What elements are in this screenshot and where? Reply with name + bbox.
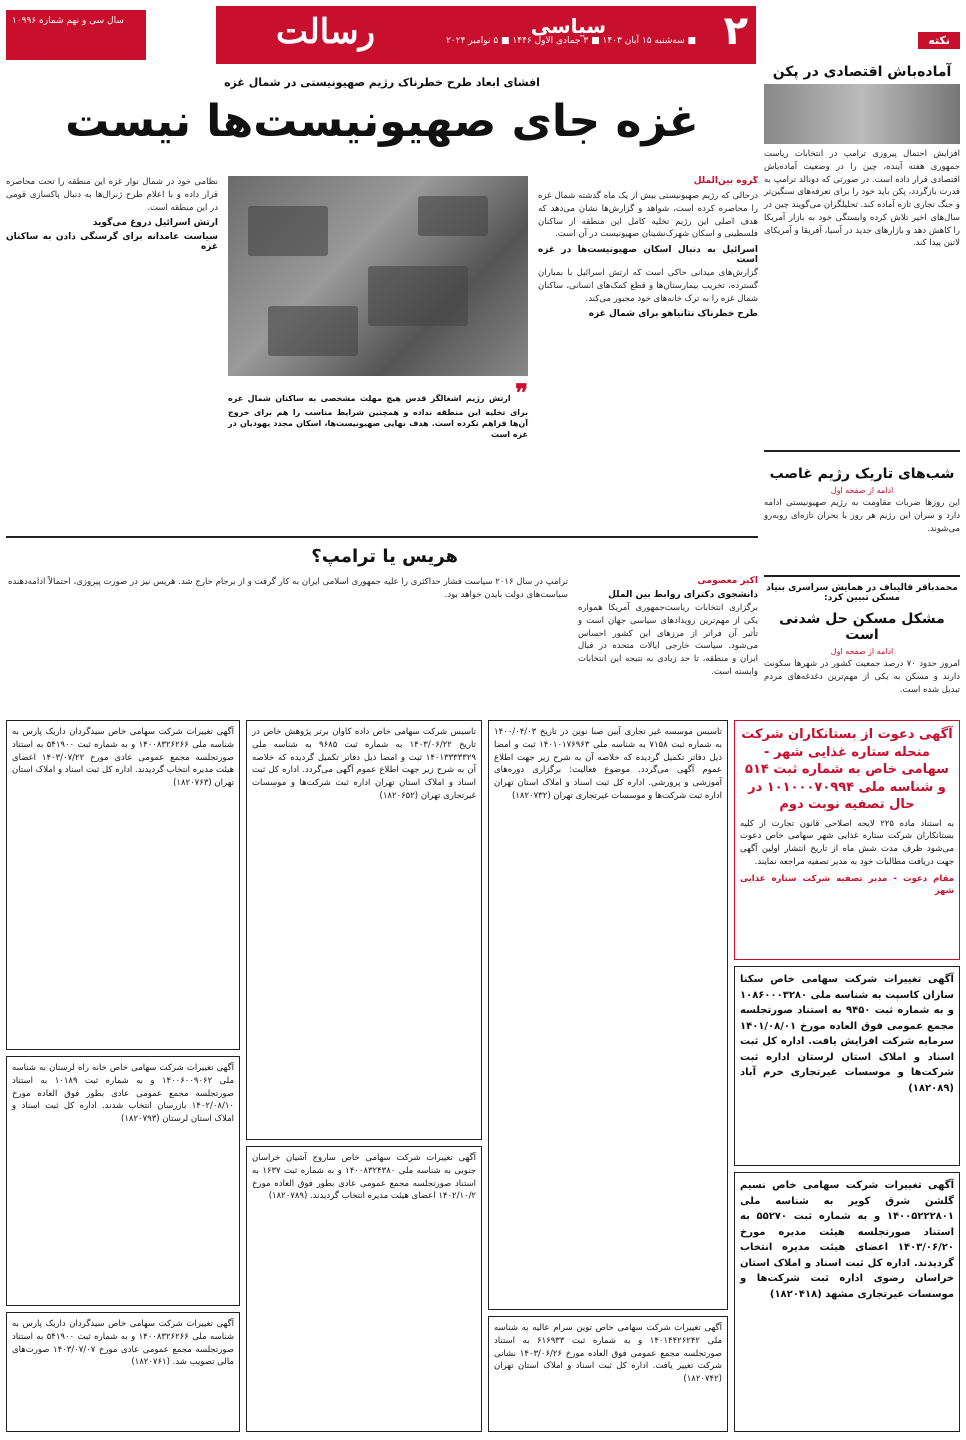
sidebar-photo <box>764 84 960 144</box>
ad-1 <box>734 720 960 960</box>
sidebar-title-2: شب‌های تاریک رژیم غاصب <box>769 466 955 482</box>
ads-section <box>6 720 960 1434</box>
ad-5 <box>488 1316 728 1432</box>
ad-3 <box>734 1172 960 1432</box>
sidebar-text-1: افزایش احتمال پیروزی ترامپ در انتخابات ریاست جمهوری هفته آینده، چین را در وضعیت آماده‌باش اقتصادی قرار داده است. در صورتی که دونالد ترامپ به قدرت بازگردد، پکن باید خود را برای تعرفه‌های سنگین‌تر و جنگ تجاری تازه آماده کند. تحلیلگران می‌گویند چین در سال‌های اخیر تلاش کرده وابستگی خود به بازار آمریکا را کاهش دهد و بازارهای جدید در آسیا، آفریقا و آمریکای لاتین پیدا کند. <box>764 149 960 249</box>
lead-byline: گروه بین‌الملل <box>693 176 758 186</box>
brand-logo: رسالت <box>276 12 376 52</box>
ad-8-text: آگهی تغییرات شرکت سهامی خاص سیدگردان داریک پارس به شناسه ملی ۱۴۰۰۸۳۲۶۲۶۶ و به شماره ثبت ۵۴۱۹۰۰ به استناد صورتجلسه مجمع عمومی عادی مورخ ۱۴۰۳/۰۷/۲۲ اعضای هیئت مدیره انتخاب گردیدند. اداره کل ثبت اسناد و املاک استان تهران (۱۸۲۰۷۶۳) <box>12 727 234 788</box>
date-line: ■ سه‌شنبه ۱۵ آبان ۱۴۰۳ ■ ۳ جمادی الاول ۱۴۴۶ ■ ۵ نوامبر ۲۰۲۴ <box>446 36 696 46</box>
second-byline: اکبر معصومی <box>697 576 758 586</box>
sidebar-text-2: این روزها ضربات مقاومت به رژیم صهیونیستی ادامه دارد و سران این رژیم هر روز با بحران تازه‌ای روبه‌رو می‌شوند. <box>764 498 960 534</box>
lead-kicker: افشای ابعاد طرح خطرناک رژیم صهیونیستی در شمال غزه <box>224 76 540 89</box>
sidebar-title-1: آماده‌باش اقتصادی در پکن <box>772 64 952 80</box>
masthead-bar <box>216 6 756 64</box>
ad-1-text: به استناد ماده ۲۲۵ لایحه اصلاحی قانون تجارت از کلیه بستانکاران شرکت ستاره غذایی شهر سهامی خاص دعوت می‌شود ظرف مدت شش ماه از تاریخ انتشار اولین آگهی جهت دریافت مطالبات خود به مدیر تصفیه مراجعه نمایند. <box>740 818 954 867</box>
page-number: ۲ <box>723 8 748 54</box>
lead-subhead-2: طرح خطرناک نتانیاهو برای شمال غزه <box>588 309 758 320</box>
ad-10-text: آگهی تغییرات شرکت سهامی خاص سیدگردان داریک پارس به شناسه ملی ۱۴۰۰۸۳۲۶۲۶۶ و به شماره ثبت ۵۴۱۹۰۰ به استناد صورتجلسه مجمع عمومی عادی مورخ ۱۴۰۳/۰۷/۰۷ صورت‌های مالی تصویب شد. (۱۸۲۰۷۶۱) <box>12 1319 234 1368</box>
ad-9 <box>6 1056 240 1306</box>
ad-7-text: آگهی تغییرات شرکت سهامی خاص ساروج آشیان خراسان جنوبی به شناسه ملی ۱۴۰۰۸۳۲۴۳۸۰ و به شماره ثبت ۱۶۳۷ به استناد صورتجلسه مجمع عمومی عادی بطور فوق العاده مورخ ۱۴۰۲/۱۰/۲ اعضای هیئت مدیره انتخاب گردیدند. (۱۸۲۰۷۸۹) <box>252 1153 476 1202</box>
sidebar-box-3 <box>764 575 960 696</box>
lead-col-1 <box>538 176 758 526</box>
sidebar-title-3: مشکل مسکن حل شدنی است <box>779 611 945 644</box>
lead-body-2: گزارش‌های میدانی حاکی است که ارتش اسرائیل با بمباران گسترده، تخریب بیمارستان‌ها و قطع کمک‌های انسانی، ساکنان شمال غزه را به ترک خانه‌های خود مجبور می‌کند. <box>538 268 758 304</box>
second-body-1: برگزاری انتخابات ریاست‌جمهوری آمریکا همواره یکی از مهم‌ترین رویدادهای سیاسی جهان است و تأثیر آن فراتر از مرزهای این کشور احساس می‌شود. سیاست خارجی ایالات متحده در قبال ایران و منطقه، تا حد زیادی به نتیجه این انتخابات وابسته است. <box>578 603 758 677</box>
lead-caption <box>228 378 528 441</box>
sidebar-text-3: امروز حدود ۷۰ درصد جمعیت کشور در شهرها سکونت دارند و مسکن به یکی از مهم‌ترین دغدغه‌های مردم تبدیل شده است. <box>764 659 960 695</box>
sidebar-sub-2: ادامه از صفحه اول <box>830 486 894 495</box>
ad-2-text: آگهی تغییرات شرکت سهامی خاص سکنا سازان کاسپت به شناسه ملی ۱۰۸۶۰۰۰۳۲۸۰ و به شماره ثبت ۹۴۵۰ به استناد صورتجلسه مجمع عمومی فوق العاده مورخ ۱۴۰۱/۰۸/۰۱ سرمایه شرکت افزایش یافت. اداره کل ثبت اسناد و املاک استان لرستان اداره ثبت شرکت‌ها و موسسات غیرتجاری خرم آباد (۱۸۲۰۸۹) <box>740 974 954 1094</box>
sidebar-sub-3: ادامه از صفحه اول <box>830 647 894 657</box>
lead-col-3 <box>6 176 218 526</box>
second-body-2: ترامپ در سال ۲۰۱۶ سیاست فشار حداکثری را علیه جمهوری اسلامی ایران به کار گرفت و از برجام خارج شد. هریس نیز در صورت پیروزی، احتمالاً ادامه‌دهنده سیاست‌های دولت بایدن خواهد بود. <box>8 577 568 600</box>
section-name: سیاسی <box>530 14 606 38</box>
nokte-tag: نکته <box>918 32 960 49</box>
ad-7 <box>246 1146 482 1432</box>
ad-1-title: آگهی دعوت از بستانکاران شرکت منحله ستاره غذایی شهر - سهامی خاص به شماره ثبت ۵۱۴ و شناسه ملی ۱۰۱۰۰۰۷۰۹۹۴ در حال تصفیه نوبت دوم <box>741 727 953 813</box>
lead-caption-text: ارتش رژیم اشغالگر قدس هیچ مهلت مشخصی به ساکنان شمال غزه برای تخلیه این منطقه نداده و همچنین شرایط مناسب را هم برای خروج آن‌ها فراهم نکرده است. هدف نهایی صهیونیست‌ها، اسکان مجدد یهودیان در غزه است <box>228 394 528 440</box>
sidebar-box-2 <box>764 450 960 535</box>
second-byline-2: دانشجوی دکترای روابط بین الملل <box>608 590 758 600</box>
lead-body-3: نظامی خود در شمال نوار غزه این منطقه را تحت محاصره قرار داده و با اعلام طرح ژنرال‌ها به دنبال پاکسازی قومی در این منطقه است. <box>6 177 218 213</box>
ad-8 <box>6 720 240 1050</box>
lead-subhead-1: اسرائیل به دنبال اسکان صهیونیست‌ها در غزه است <box>538 245 758 265</box>
second-title: هریس یا ترامپ؟ <box>311 546 458 567</box>
lead-subhead-4: سیاست عامدانه برای گرسنگی دادن به ساکنان غزه <box>6 232 218 253</box>
edition-box: سال سی و نهم شماره ۱۰۹۹۶ <box>6 10 146 60</box>
ad-3-text: آگهی تغییرات شرکت سهامی خاص نسیم گلشن شرق کویر به شناسه ملی ۱۴۰۰۵۲۲۲۸۰۱ و به شماره ثبت ۵۵۲۷۰ به استناد صورتجلسه هیئت مدیره مورخ ۱۴۰۳/۰۶/۲۰ اعضای هیئت مدیره انتخاب گردیدند. اداره کل ثبت اسناد و املاک استان خراسان رضوی اداره ثبت شرکت‌ها و موسسات غیرتجاری مشهد (۱۸۲۰۴۱۸) <box>740 1180 954 1300</box>
lead-body-1: درحالی که رژیم صهیونیستی بیش از یک ماه گذشته شمال غزه را محاصره کرده است، شواهد و گزارش‌ها نشان می‌دهد که هدف اصلی این رژیم تخلیه کامل این منطقه از ساکنان فلسطینی و اسکان شهرک‌نشینان صهیونیست در آن است. <box>538 191 758 240</box>
ad-2 <box>734 966 960 1166</box>
lead-photo <box>228 176 528 376</box>
ad-5-text: آگهی تغییرات شرکت سهامی خاص توین سرام عالیه به شناسه ملی ۱۴۰۱۴۴۲۶۲۴۲ و به شماره ثبت ۶۱۶۹۳۳ به استناد صورتجلسه مجمع عمومی فوق العاده مورخ ۱۴۰۳/۰۶/۲۶ نشانی شرکت تغییر یافت. اداره کل ثبت اسناد و املاک استان تهران (۱۸۲۰۷۴۲) <box>494 1323 722 1384</box>
ad-4-text: تاسیس موسسه غیر تجاری آیین صبا نوین در تاریخ ۱۴۰۰/۰۴/۰۳ به شماره ثبت ۷۱۵۸ به شناسه ملی ۱۴۰۱۰۱۷۶۹۶۳ ثبت و امضا ذیل دفاتر تکمیل گردیده که خلاصه آن به شرح زیر جهت اطلاع عموم آگهی می‌گردد. موضوع فعالیت: برگزاری دوره‌های آموزشی و پرورشی. اداره کل ثبت اسناد و املاک استان تهران اداره ثبت شرکت‌ها و موسسات غیرتجاری تهران (۱۸۲۰۷۳۲) <box>494 727 722 801</box>
ad-9-text: آگهی تغییرات شرکت سهامی خاص خانه راه لرستان به شناسه ملی ۱۴۰۰۶۰۰۹۰۶۲ و به شماره ثبت ۱۰۱۸۹ به استناد صورتجلسه مجمع عمومی عادی بطور فوق العاده مورخ ۱۴۰۲/۰۸/۱۰ بازرسان انتخاب شدند. اداره کل ثبت اسناد و املاک استان لرستان (۱۸۲۰۷۹۳) <box>12 1063 235 1124</box>
lead-subhead-3: ارتش اسرائیل دروغ می‌گوید <box>92 218 218 229</box>
quote-icon: ❞ <box>515 378 528 407</box>
ad-4 <box>488 720 728 1310</box>
sidebar-kicker-3: محمدباقر قالیباف در همایش سراسری بنیاد مسکن تبیین کرد: <box>766 583 958 604</box>
ad-6 <box>246 720 482 1140</box>
lead-headline: غزه جای صهیونیست‌ها نیست <box>65 96 699 147</box>
ad-1-sign: مقام دعوت - مدیر تصفیه شرکت ستاره غذایی شهر <box>740 873 954 897</box>
ad-10 <box>6 1312 240 1432</box>
ad-6-text: تاسیس شرکت سهامی خاص داده کاوان برتر پژوهش خاص در تاریخ ۱۴۰۳/۰۶/۲۲ به شماره ثبت ۹۶۸۵ به شناسه ملی ۱۴۰۱۳۳۳۳۳۲۹ ثبت و امضا ذیل دفاتر تکمیل گردیده که خلاصه آن به شرح زیر جهت اطلاع عموم آگهی می‌گردد. اداره کل ثبت اسناد و املاک استان تهران اداره ثبت شرکت‌ها و موسسات غیرتجاری تهران (۱۸۲۰۶۵۲) <box>252 727 476 801</box>
